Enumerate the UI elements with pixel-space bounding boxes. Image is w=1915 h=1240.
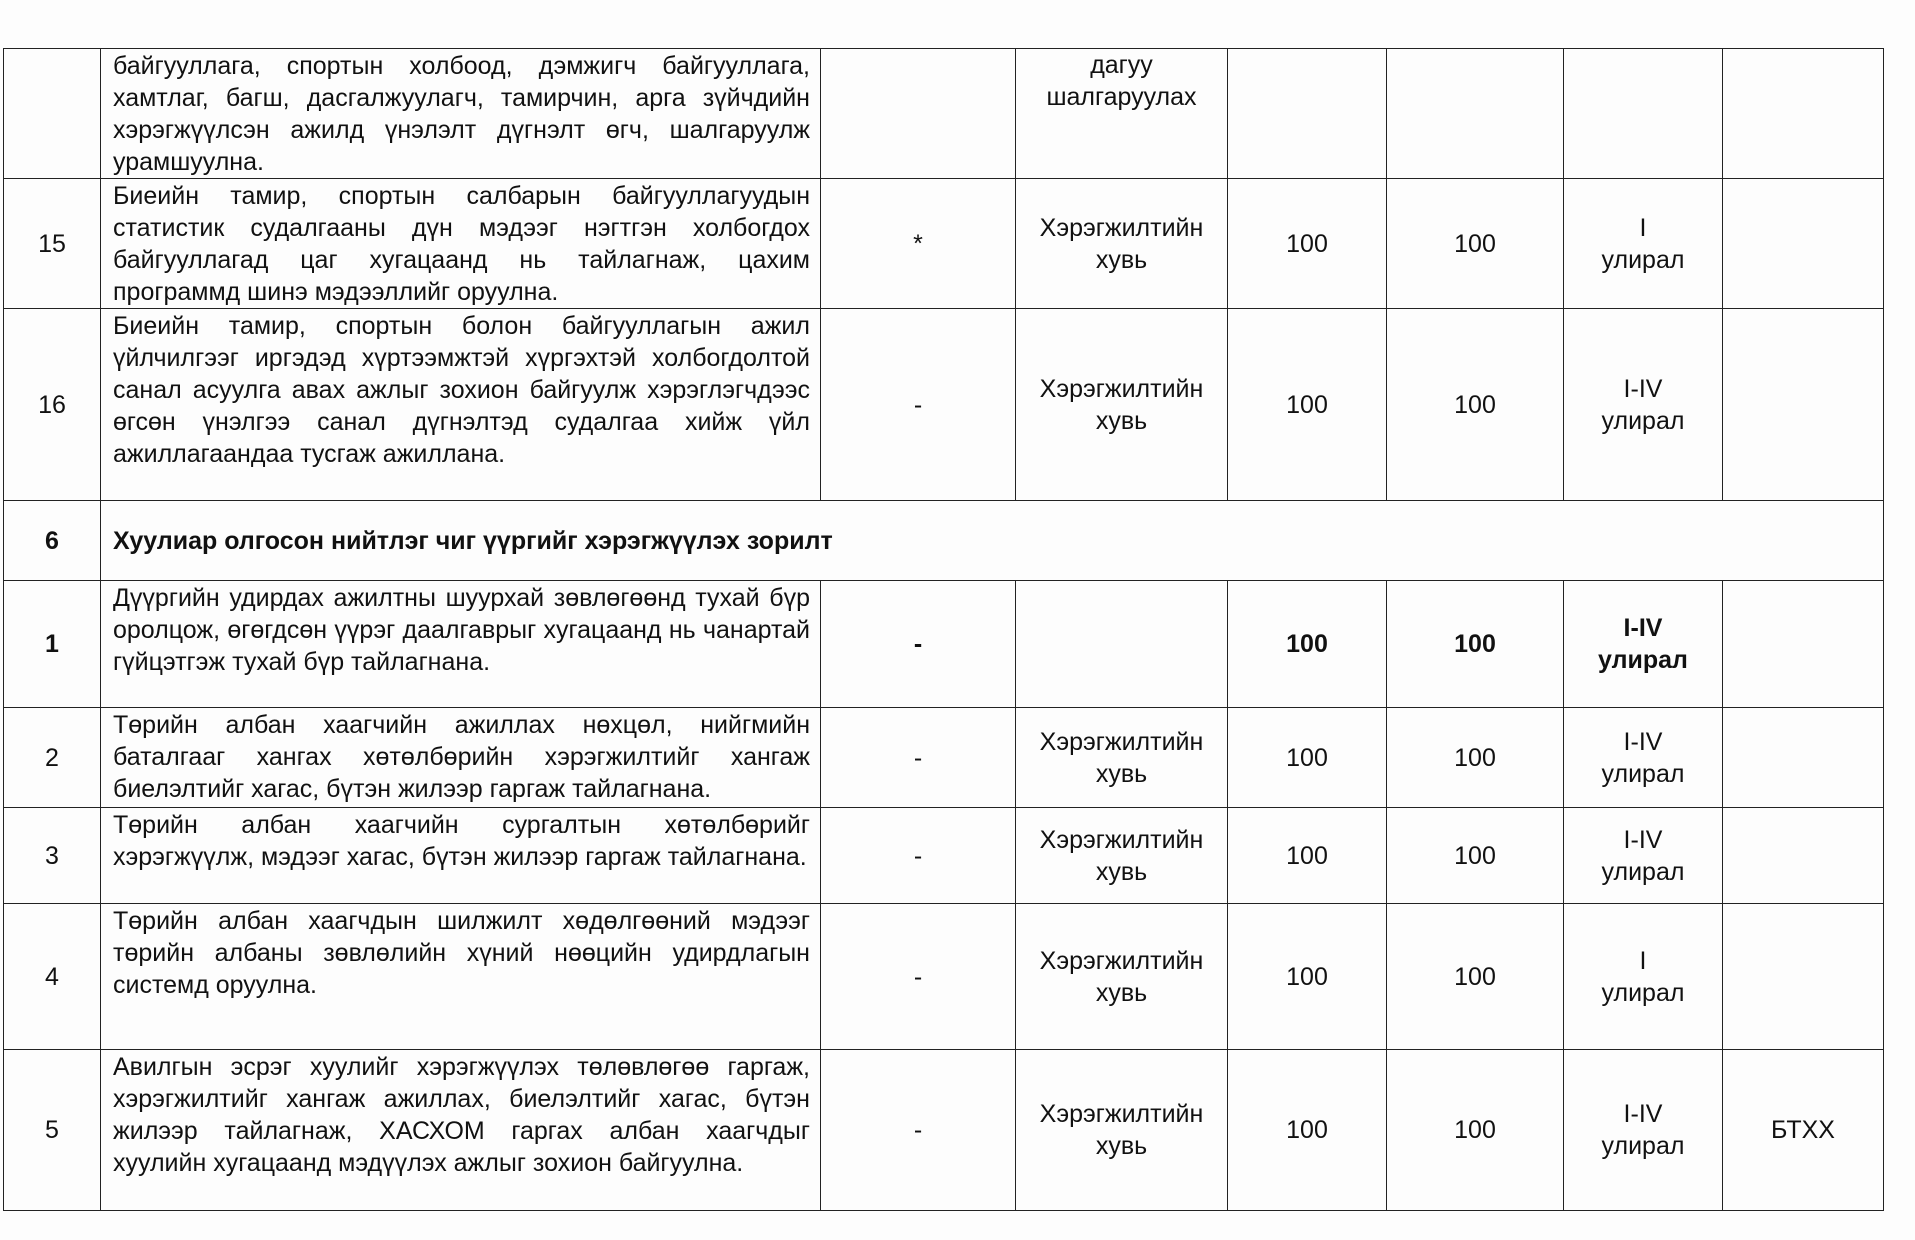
indicator-line-1: Хэрэгжилтийн [1039,213,1204,242]
indicator-cell [1016,581,1228,708]
task-description: Дүүргийн удирдах ажилтны шуурхай зөвлөгөөнд тухай бүр оролцож, өгөгдсөн үүрэг даалгаврыг хугацаанд нь чанартай гүйцэтгэж тухай бүр тайлагнана. [101,581,821,708]
task-description: Төрийн албан хаагчийн сургалтын хөтөлбөрийг хэрэгжүүлж, мэдээг хагас, бүтэн жилээр гаргаж тайлагнана. [101,808,821,904]
section-title: Хуулиар олгосон нийтлэг чиг үүргийг хэрэгжүүлэх зорилт [101,501,1884,581]
indicator-cell [1016,179,1228,309]
indicator-cell [1016,708,1228,808]
term-cell [1564,309,1723,501]
baseline-cell: - [821,309,1016,501]
table-row [4,1050,1884,1211]
indicator-line-1: Хэрэгжилтийн [1039,1100,1204,1128]
target-b-cell: 100 [1387,808,1564,904]
term-cell [1564,808,1723,904]
indicator-line-1: Хэрэгжилтийн [1039,825,1204,854]
task-description: Биеийн тамир, спортын салбарын байгууллагуудын статистик судалгааны дүн мэдээг нэгтгэн холбогдох байгууллагад цаг хугацаанд нь тайлагнаж, цахим программд шинэ мэдээллийг оруулна. [101,179,821,309]
indicator-line-1: дагуу [1090,51,1153,79]
term-cell [1564,904,1723,1050]
task-description: Төрийн албан хаагчийн ажиллах нөхцөл, нийгмийн баталгааг хангах хөтөлбөрийн хэрэгжилтийг хангаж биелэлтийг хагас, бүтэн жилээр гаргаж тайлагнана. [101,708,821,808]
table-row [4,708,1884,808]
row-number: 16 [4,309,101,501]
responsible-cell [1723,904,1884,1050]
indicator-line-2: шалгаруулах [1046,83,1197,111]
target-a-cell: 100 [1228,179,1387,309]
responsible-cell [1723,179,1884,309]
table-row [4,581,1884,708]
target-b-cell: 100 [1387,581,1564,708]
term-cell [1564,581,1723,708]
term-line-2: улирал [1601,406,1685,435]
indicator-cell [1016,49,1228,179]
target-b-cell: 100 [1387,309,1564,501]
section-heading-row [4,501,1884,581]
baseline-cell: - [821,708,1016,808]
table-row [4,309,1884,501]
target-b-cell: 100 [1387,179,1564,309]
row-number: 5 [4,1050,101,1211]
target-a-cell: 100 [1228,904,1387,1050]
term-cell [1564,49,1723,179]
action-plan-table [3,48,1884,1211]
target-a-cell: 100 [1228,708,1387,808]
responsible-cell [1723,309,1884,501]
responsible-cell [1723,49,1884,179]
target-b-cell: 100 [1387,1050,1564,1211]
target-b-cell: 100 [1387,708,1564,808]
term-line-2: улирал [1601,1132,1685,1160]
task-description: Төрийн албан хаагчдын шилжилт хөдөлгөөний мэдээг төрийн албаны зөвлөлийн хүний нөөцийн удирдлагын системд оруулна. [101,904,821,1050]
task-description: Авилгын эсрэг хуулийг хэрэгжүүлэх төлөвлөгөө гаргаж, хэрэгжилтийг хангаж ажиллах, биелэлтийг хагас, бүтэн жилээр тайлагнаж, ХАСХОМ гаргах албан хаагчдыг хуулийн хугацаанд мэдүүлэх ажлыг зохион байгуулна. [101,1050,821,1211]
baseline-cell: - [821,1050,1016,1211]
term-line-1: I [1639,946,1647,975]
target-a-cell: 100 [1228,581,1387,708]
indicator-cell [1016,309,1228,501]
target-a-cell: 100 [1228,309,1387,501]
row-number: 1 [4,581,101,708]
term-line-2: улирал [1598,646,1688,674]
term-cell [1564,1050,1723,1211]
indicator-cell [1016,1050,1228,1211]
term-cell [1564,179,1723,309]
term-line-2: улирал [1601,978,1685,1007]
row-number: 3 [4,808,101,904]
term-line-1: I-IV [1623,614,1663,642]
responsible-cell [1723,581,1884,708]
target-a-cell [1228,49,1387,179]
indicator-line-2: хувь [1095,759,1148,788]
row-number [4,49,101,179]
row-number: 4 [4,904,101,1050]
target-b-cell: 100 [1387,904,1564,1050]
indicator-line-2: хувь [1095,978,1148,1007]
responsible-cell [1723,708,1884,808]
target-b-cell [1387,49,1564,179]
term-line-1: I-IV [1623,727,1663,756]
responsible-cell: БТХХ [1723,1050,1884,1211]
table-row [4,179,1884,309]
term-line-1: I-IV [1623,1100,1663,1128]
row-number: 2 [4,708,101,808]
responsible-cell [1723,808,1884,904]
target-a-cell: 100 [1228,1050,1387,1211]
table-row [4,904,1884,1050]
term-line-2: улирал [1601,245,1685,274]
term-line-1: I-IV [1623,825,1663,854]
baseline-cell: * [821,179,1016,309]
baseline-cell [821,49,1016,179]
baseline-cell: - [821,904,1016,1050]
term-line-1: I [1639,213,1647,242]
indicator-line-1: Хэрэгжилтийн [1039,946,1204,975]
baseline-cell: - [821,581,1016,708]
indicator-line-1: Хэрэгжилтийн [1039,727,1204,756]
indicator-line-1: Хэрэгжилтийн [1039,374,1204,403]
section-number: 6 [4,501,101,581]
indicator-cell [1016,904,1228,1050]
table-row [4,49,1884,179]
table-row [4,808,1884,904]
baseline-cell: - [821,808,1016,904]
term-cell [1564,708,1723,808]
task-description: байгууллага, спортын холбоод, дэмжигч байгууллага, хамтлаг, багш, дасгалжуулагч, тамирчин, арга зүйчдийн хэрэгжүүлсэн ажилд үнэлэлт дүгнэлт өгч, шалгаруулж урамшуулна. [101,49,821,179]
indicator-line-2: хувь [1095,406,1148,435]
term-line-1: I-IV [1623,374,1663,403]
task-description: Биеийн тамир, спортын болон байгууллагын ажил үйлчилгээг иргэдэд хүртээмжтэй хүргэхтэй холбогдолтой санал асуулга авах ажлыг зохион байгуулж хэрэглэгчдээс өгсөн үнэлгээ санал дүгнэлтэд судалгаа хийж үйл ажиллагаандаа тусгаж ажиллана. [101,309,821,501]
term-line-2: улирал [1601,759,1685,788]
target-a-cell: 100 [1228,808,1387,904]
term-line-2: улирал [1601,857,1685,886]
indicator-line-2: хувь [1095,245,1148,274]
row-number: 15 [4,179,101,309]
indicator-line-2: хувь [1095,857,1148,886]
indicator-line-2: хувь [1095,1132,1148,1160]
indicator-cell [1016,808,1228,904]
